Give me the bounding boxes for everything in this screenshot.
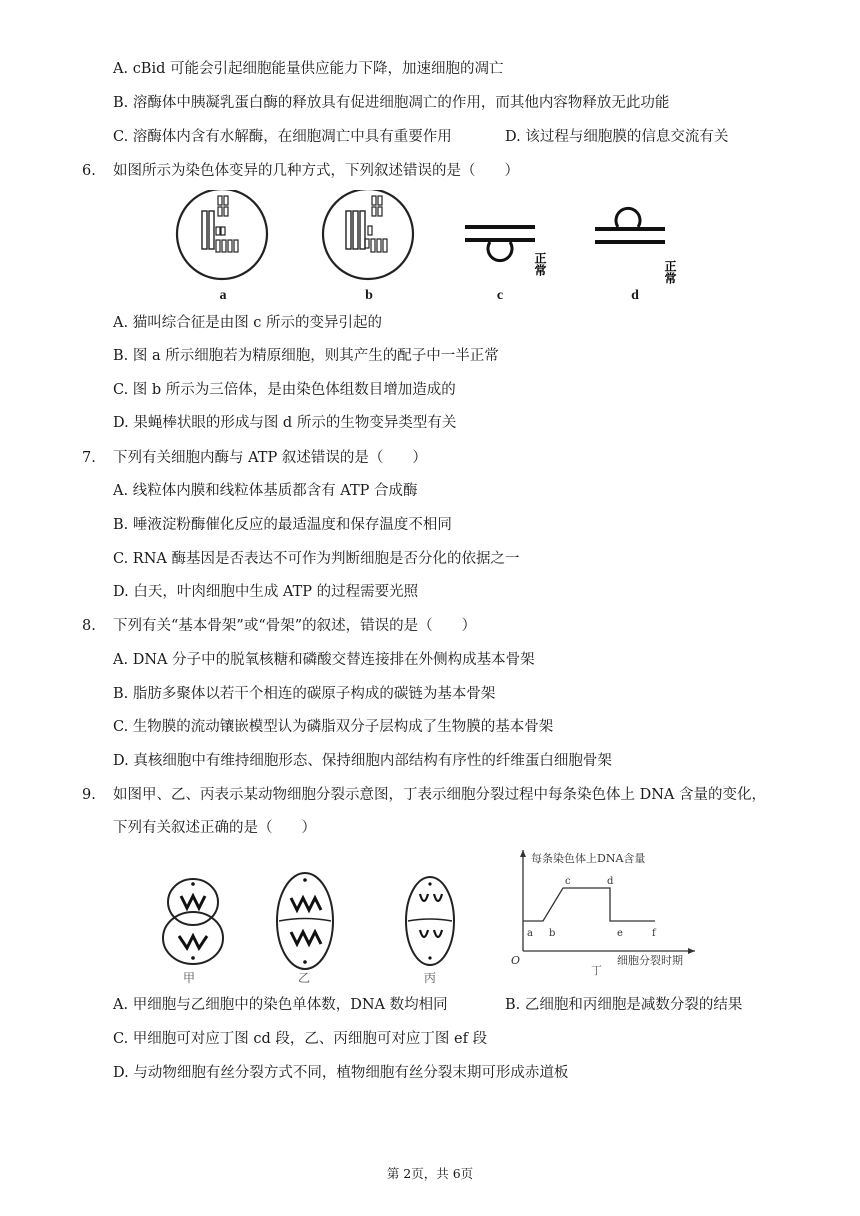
q6-number: 6. xyxy=(82,163,96,179)
cell-yi xyxy=(277,873,333,969)
q6-option-a: A. 猫叫综合征是由图 c 所示的变异引起的 xyxy=(113,315,383,331)
point-e: e xyxy=(617,928,623,939)
q6-option-d: D. 果蝇棒状眼的形成与图 d 所示的生物变异类型有关 xyxy=(113,415,457,431)
q7-stem: 下列有关细胞内酶与 ATP 叙述错误的是（ ） xyxy=(113,450,427,466)
q8-stem: 下列有关“基本骨架”或“骨架”的叙述，错误的是（ ） xyxy=(113,618,477,634)
q7-option-a: A. 线粒体内膜和线粒体基质都含有 ATP 合成酶 xyxy=(113,483,418,499)
fig-label-c: c xyxy=(496,288,504,303)
cell-bing xyxy=(406,877,454,965)
q8-number: 8. xyxy=(82,618,96,634)
q5-option-d: D. 该过程与细胞膜的信息交流有关 xyxy=(505,129,729,145)
graph-ylabel: 每条染色体上DNA含量 xyxy=(531,852,646,865)
q5-option-c: C. 溶酶体内含有水解酶，在细胞凋亡中具有重要作用 xyxy=(113,129,452,145)
q6-option-c: C. 图 b 所示为三倍体，是由染色体组数目增加造成的 xyxy=(113,382,456,398)
point-f: f xyxy=(652,928,656,939)
q9-option-a: A. 甲细胞与乙细胞中的染色单体数，DNA 数均相同 xyxy=(113,997,448,1013)
q9-stem-line2: 下列有关叙述正确的是（ ） xyxy=(113,820,316,836)
graph-caption: 丁 xyxy=(591,964,602,976)
cell-label-jia: 甲 xyxy=(183,971,196,985)
fig-label-d: d xyxy=(631,288,639,303)
q5-option-b: B. 溶酶体中胰凝乳蛋白酶的释放具有促进细胞凋亡的作用，而其他内容物释放无此功能 xyxy=(113,95,670,111)
fig-c-normal-label-1: 正常 xyxy=(533,252,547,276)
q6-stem: 如图所示为染色体变异的几种方式，下列叙述错误的是（ ） xyxy=(113,163,519,179)
q7-number: 7. xyxy=(82,450,96,466)
graph-origin: O xyxy=(511,954,521,967)
q7-option-d: D. 白天，叶肉细胞中生成 ATP 的过程需要光照 xyxy=(113,584,419,600)
point-d: d xyxy=(607,876,614,887)
fig-b-cell xyxy=(323,190,413,279)
point-a: a xyxy=(527,928,533,939)
graph-xlabel: 细胞分裂时期 xyxy=(617,954,683,967)
fig-a-cell xyxy=(177,190,267,279)
dna-curve xyxy=(523,888,655,921)
q8-option-a: A. DNA 分子中的脱氧核糖和磷酸交替连接排在外侧构成基本骨架 xyxy=(113,652,535,668)
q8-option-d: D. 真核细胞中有维持细胞形态、保持细胞内部结构有序性的纤维蛋白细胞骨架 xyxy=(113,753,612,769)
q9-dna-graph xyxy=(505,846,710,976)
q7-option-b: B. 唾液淀粉酶催化反应的最适温度和保存温度不相同 xyxy=(113,517,452,533)
q9-stem-line1: 如图甲、乙、丙表示某动物细胞分裂示意图，丁表示细胞分裂过程中每条染色体上 DNA 含量的变化， xyxy=(113,787,766,803)
fig-c-chromosome xyxy=(465,227,535,261)
cell-label-yi: 乙 xyxy=(298,971,311,985)
q8-option-c: C. 生物膜的流动镶嵌模型认为磷脂双分子层构成了生物膜的基本骨架 xyxy=(113,719,554,735)
q8-option-b: B. 脂肪多聚体以若干个相连的碳原子构成的碳链为基本骨架 xyxy=(113,686,496,702)
page-footer: 第 2页，共 6页 xyxy=(386,1166,474,1181)
q9-option-d: D. 与动物细胞有丝分裂方式不同，植物细胞有丝分裂末期可形成赤道板 xyxy=(113,1065,569,1081)
q9-option-b: B. 乙细胞和丙细胞是减数分裂的结果 xyxy=(505,997,743,1013)
fig-d-normal-label: 正常 xyxy=(663,260,677,284)
fig-label-a: a xyxy=(219,288,227,303)
point-b: b xyxy=(549,928,556,939)
q9-number: 9. xyxy=(82,787,96,803)
cell-jia xyxy=(163,879,223,964)
q6-option-b: B. 图 a 所示细胞若为精原细胞，则其产生的配子中一半正常 xyxy=(113,348,499,364)
cell-label-bing: 丙 xyxy=(424,971,437,985)
point-c: c xyxy=(565,876,571,887)
q5-option-a: A. cBid 可能会引起细胞能量供应能力下降，加速细胞的凋亡 xyxy=(113,61,504,77)
fig-label-b: b xyxy=(365,288,373,303)
q7-option-c: C. RNA 酶基因是否表达不可作为判断细胞是否分化的依据之一 xyxy=(113,551,520,567)
q9-option-c: C. 甲细胞可对应丁图 cd 段，乙、丙细胞可对应丁图 ef 段 xyxy=(113,1031,488,1047)
fig-d-chromosome xyxy=(595,208,665,242)
